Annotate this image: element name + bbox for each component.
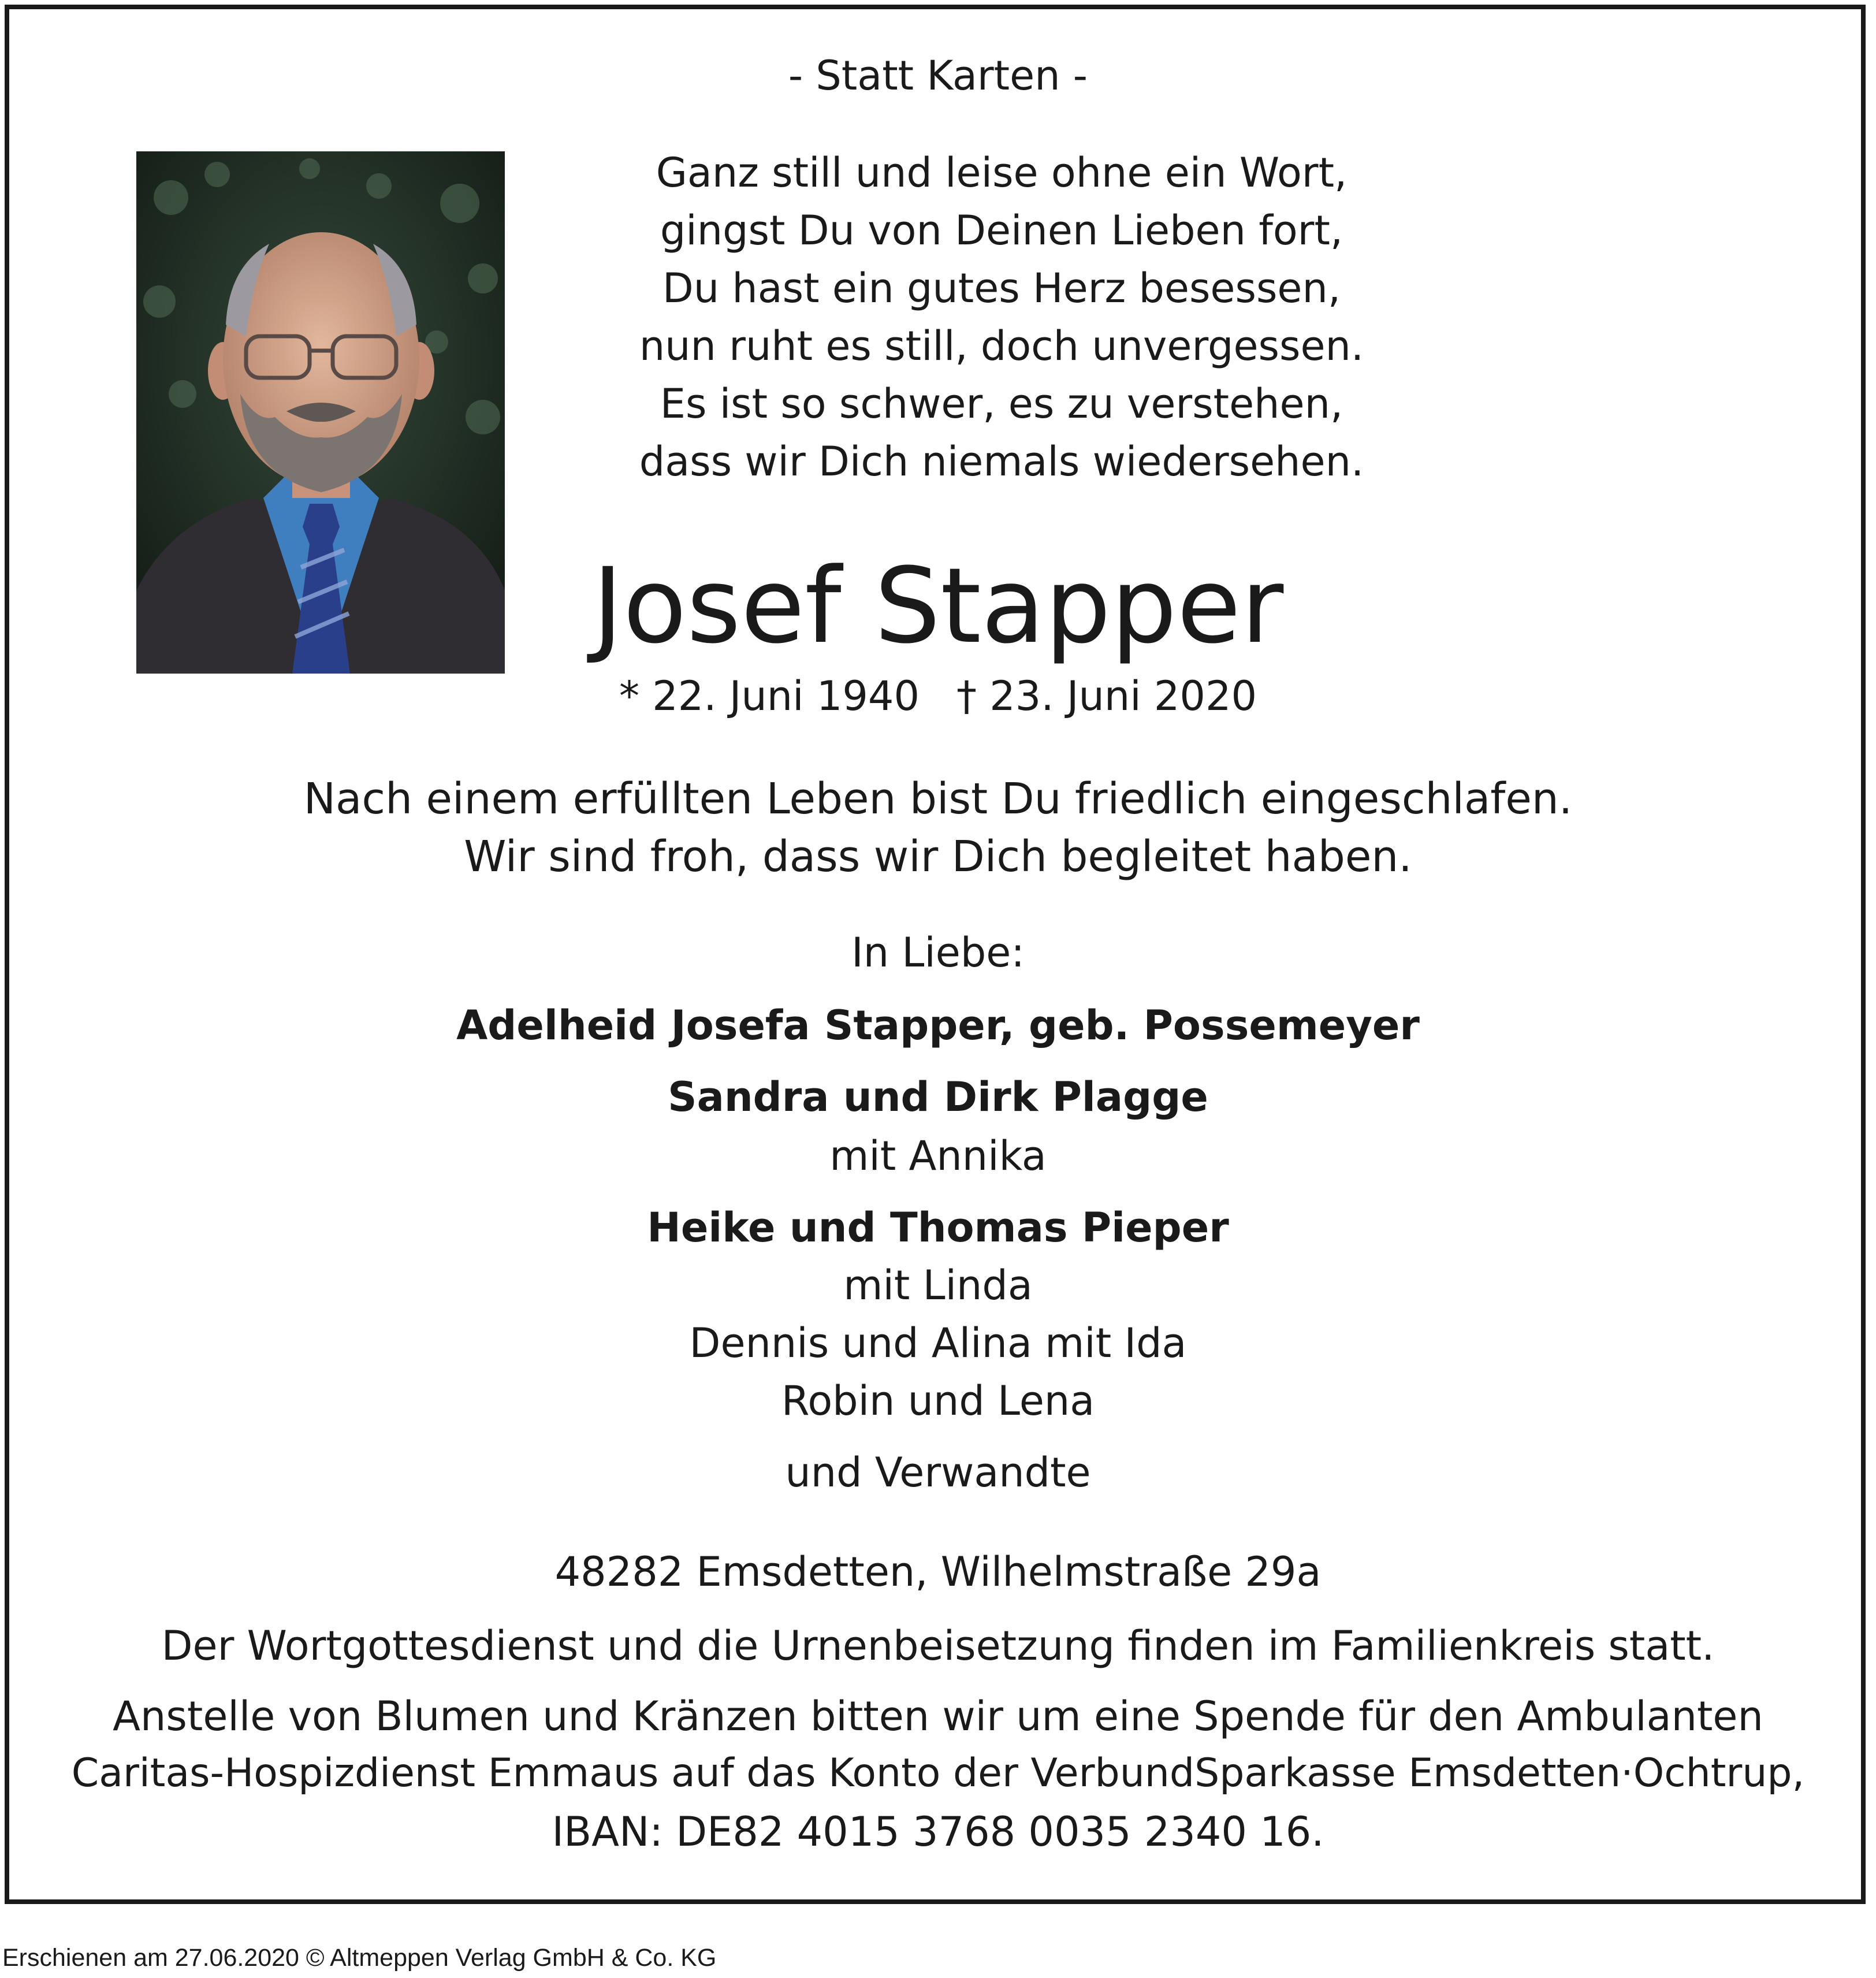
birth-date: * 22. Juni 1940 [619, 672, 920, 720]
donation-line: Caritas-Hospizdienst Emmaus auf das Konto der VerbundSparkasse Emsdetten·Ochtrup, [71, 1750, 1805, 1796]
message-line: Wir sind froh, dass wir Dich begleitet haben. [464, 832, 1412, 882]
poem-line: Es ist so schwer, es zu verstehen, [660, 380, 1343, 427]
poem-line: nun ruht es still, doch unvergessen. [639, 322, 1364, 370]
poem-line: Du hast ein gutes Herz besessen, [662, 265, 1341, 312]
poem-line: dass wir Dich niemals wiedersehen. [639, 438, 1364, 485]
poem-line: gingst Du von Deinen Lieben fort, [660, 207, 1343, 254]
donation-line: IBAN: DE82 4015 3768 0035 2340 16. [552, 1808, 1324, 1856]
family-name: Sandra und Dirk Plagge [668, 1073, 1208, 1121]
deceased-name: Josef Stapper [592, 546, 1284, 667]
family-member: mit Linda [843, 1262, 1033, 1309]
spouse-name: Adelheid Josefa Stapper, geb. Possemeyer [456, 1002, 1420, 1049]
statt-karten: - Statt Karten - [788, 52, 1088, 99]
family-name: Heike und Thomas Pieper [647, 1204, 1229, 1251]
death-date: † 23. Juni 2020 [956, 672, 1257, 720]
life-dates [0, 672, 1876, 720]
poem-line: Ganz still und leise ohne ein Wort, [656, 149, 1348, 196]
service-note: Der Wortgottesdienst und die Urnenbeisetzung finden im Familienkreis statt. [161, 1622, 1715, 1670]
message-line: Nach einem erfüllten Leben bist Du friedlich eingeschlafen. [303, 774, 1573, 824]
relatives: und Verwandte [785, 1449, 1091, 1496]
in-liebe: In Liebe: [851, 929, 1025, 976]
family-member: mit Annika [829, 1132, 1047, 1180]
publication-footer: Erschienen am 27.06.2020 © Altmeppen Verlag GmbH & Co. KG [2, 1944, 717, 1972]
address: 48282 Emsdetten, Wilhelmstraße 29a [554, 1548, 1322, 1596]
family-member: Dennis und Alina mit Ida [689, 1319, 1187, 1367]
family-member: Robin und Lena [781, 1377, 1095, 1425]
donation-line: Anstelle von Blumen und Kränzen bitten wir um eine Spende für den Ambulanten [113, 1693, 1763, 1740]
